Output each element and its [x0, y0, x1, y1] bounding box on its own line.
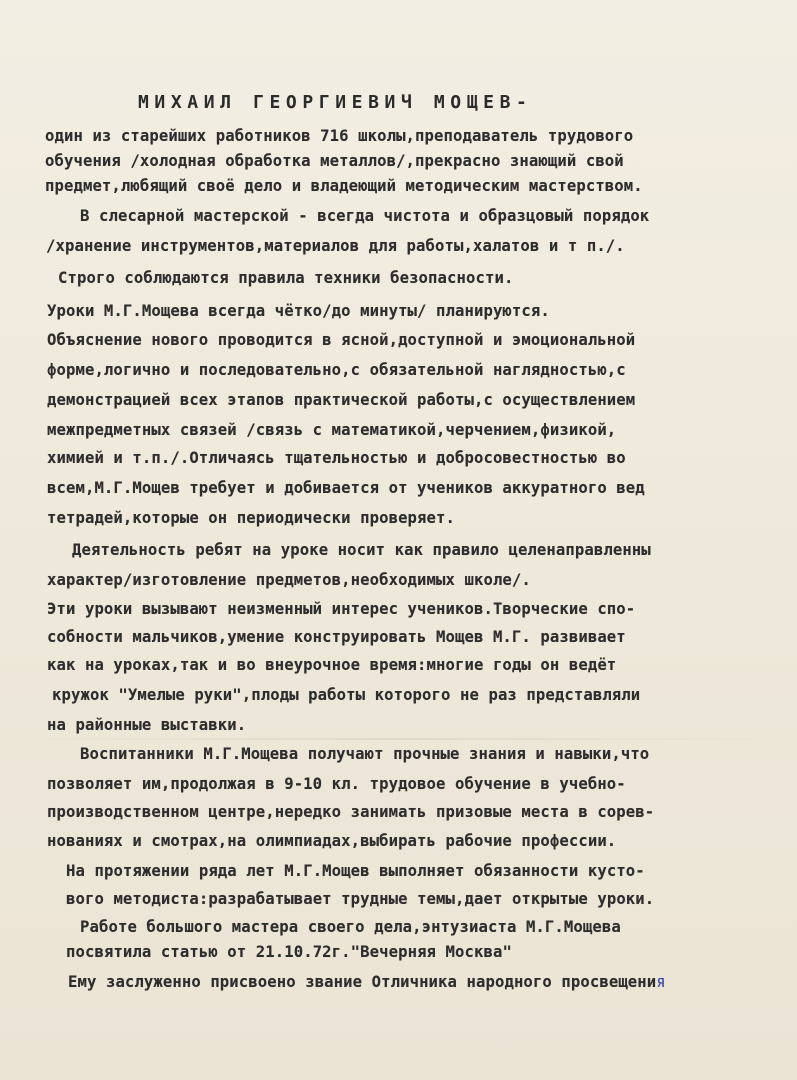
text-line: всем,М.Г.Мощев требует и добивается от учеников аккуратного вед	[47, 479, 645, 497]
text-line: собности мальчиков,умение конструировать Мощев М.Г. развивает	[47, 628, 626, 646]
text-line: На протяжении ряда лет М.Г.Мощев выполняет обязанности кусто-	[66, 862, 645, 880]
text-line: В слесарной мастерской - всегда чистота и образцовый порядок	[80, 207, 650, 225]
text-line: предмет,любящий своё дело и владеющий методическим мастерством.	[45, 177, 643, 195]
text-line: как на уроках,так и во внеурочное время:многие годы он ведёт	[47, 656, 617, 674]
document-title: МИХАИЛ ГЕОРГИЕВИЧ МОЩЕВ-	[138, 92, 533, 113]
text-line: один из старейших работников 716 школы,преподаватель трудового	[45, 127, 634, 145]
last-text-line	[68, 973, 666, 991]
handwritten-letter: я	[656, 973, 666, 991]
text-line: Уроки М.Г.Мощева всегда чётко/до минуты/ планируются.	[47, 302, 550, 320]
text-line: нованиях и смотрах,на олимпиадах,выбирать рабочие профессии.	[47, 832, 617, 850]
text-line: производственном центре,нередко занимать призовые места в сорев-	[47, 803, 655, 821]
text-line: /хранение инструментов,материалов для работы,халатов и т п./.	[46, 237, 625, 255]
text-line: химией и т.п./.Отличаясь тщательностью и добросовестностью во	[47, 449, 626, 467]
paper-fold	[0, 738, 797, 740]
text-line: Строго соблюдаются правила техники безопасности.	[58, 269, 514, 287]
text-line: Объяснение нового проводится в ясной,доступной и эмоциональной	[47, 331, 636, 349]
text-line: Эти уроки вызывают неизменный интерес учеников.Творческие спо-	[47, 600, 636, 618]
text-line: посвятила статью от 21.10.72г."Вечерняя Москва"	[66, 943, 512, 961]
text-line: Работе большого мастера своего дела,энтузиаста М.Г.Мощева	[80, 918, 621, 936]
text-line: характер/изготовление предметов,необходимых школе/.	[47, 571, 531, 589]
text-line: форме,логично и последовательно,с обязательной наглядностью,с	[47, 361, 626, 379]
text-line: Деятельность ребят на уроке носит как правило целенаправленны	[72, 541, 651, 559]
text-line: демонстрацией всех этапов практической работы,с осуществлением	[47, 391, 636, 409]
text-line: Воспитанники М.Г.Мощева получают прочные знания и навыки,что	[80, 745, 650, 763]
text-line: межпредметных связей /связь с математикой,черчением,физикой,	[47, 421, 617, 439]
text-line: на районные выставки.	[47, 716, 247, 734]
text-line: обучения /холодная обработка металлов/,прекрасно знающий свой	[45, 152, 624, 170]
text-line: вого методиста:разрабатывает трудные темы,дает открытые уроки.	[66, 890, 655, 908]
text-line: позволяет им,продолжая в 9-10 кл. трудовое обучение в учебно-	[47, 775, 626, 793]
text-line: кружок "Умелые руки",плоды работы которого не раз представляли	[52, 686, 641, 704]
text-line: Ему заслуженно присвоено звание Отличника народного просвещени	[68, 973, 657, 991]
text-line: тетрадей,которые он периодически проверяет.	[47, 509, 455, 527]
